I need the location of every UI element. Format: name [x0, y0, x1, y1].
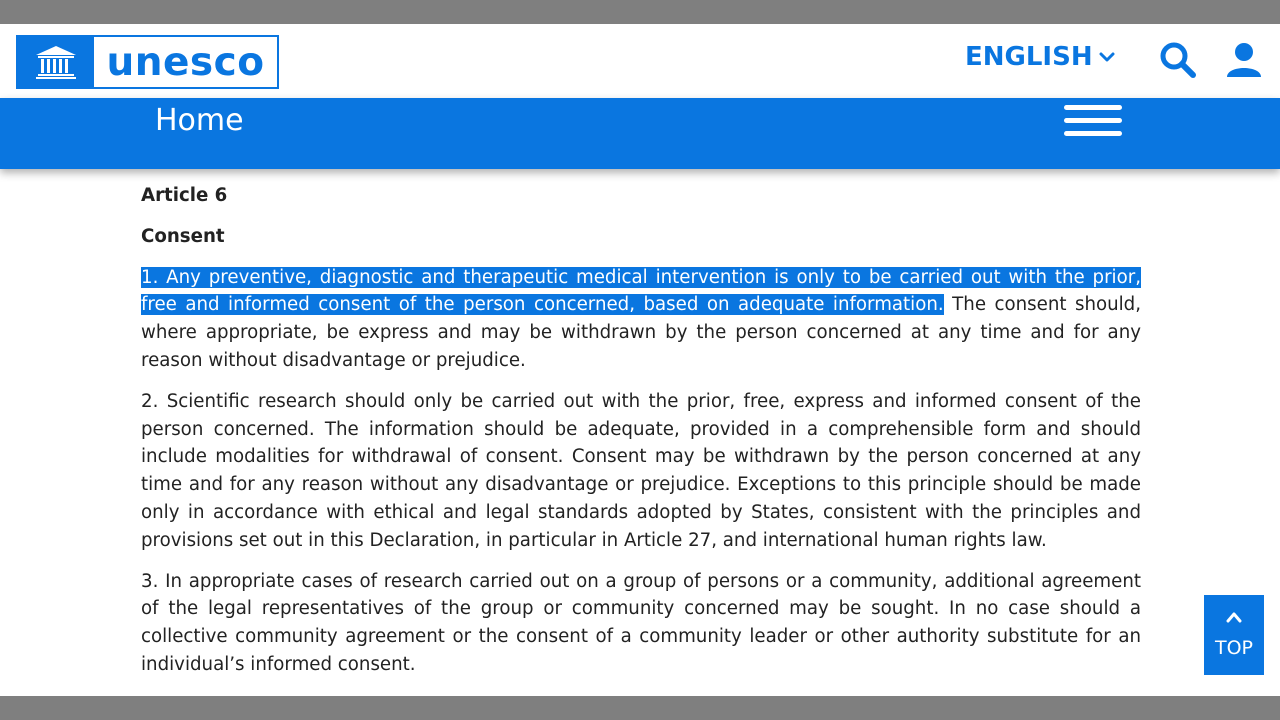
- hamburger-icon[interactable]: [1064, 105, 1122, 139]
- bottom-browser-strip: [0, 696, 1280, 720]
- language-selector[interactable]: [965, 39, 1115, 75]
- chevron-up-icon: [1226, 611, 1242, 623]
- top-browser-strip: [0, 0, 1280, 24]
- chevron-down-icon: [1099, 51, 1115, 63]
- back-to-top-button[interactable]: [1204, 595, 1264, 675]
- article-paragraph-2: 2. Scientific research should only be carried out with the prior, free, express and informed consent of the person concerned. The information should be adequate, provided in a comprehensible form and should include modalities for withdrawal of consent. Consent may be withdrawn by the person concerned at any time and for any reason without any disadvantage or prejudice. Exceptions to this principle should be made only in accordance with ethical and legal standards adopted by States, consistent with the principles and provisions set out in this Declaration, in particular in Article 27, and international human rights law.: [141, 390, 1141, 551]
- nav-home-link[interactable]: Home: [155, 103, 244, 138]
- language-label: ENGLISH: [965, 42, 1093, 72]
- search-button[interactable]: [1158, 40, 1198, 80]
- site-header: [0, 27, 1280, 98]
- back-to-top-label: TOP: [1214, 637, 1254, 659]
- search-icon: [1158, 40, 1198, 80]
- article-paragraph-3: 3. In appropriate cases of research carried out on a group of persons or a community, additional agreement of the legal representatives of the group or community concerned may be sought. In no case should a collective community agreement or the consent of a community leader or other authority substitute for an individual’s informed consent.: [141, 570, 1141, 675]
- article-paragraph-1: [141, 264, 1141, 375]
- unesco-temple-icon: [18, 37, 94, 87]
- main-navbar: [0, 98, 1280, 169]
- article-title: Consent: [141, 225, 225, 247]
- article-content: [141, 182, 1141, 692]
- user-icon: [1224, 41, 1264, 81]
- selected-text: 1. Any preventive, diagnostic and therapeutic medical intervention is only to be carried out with the prior, free and informed consent of the person concerned, based on adequate information.: [141, 266, 1141, 316]
- logo-wordmark: unesco: [106, 39, 265, 85]
- unesco-logo[interactable]: [16, 35, 279, 89]
- paragraph-text: The consent should, where appropriate, be express and may be withdrawn by the person concerned at any time and for any reason without disadvantage or prejudice.: [141, 294, 1142, 371]
- article-number: Article 6: [141, 185, 228, 206]
- user-account-button[interactable]: [1224, 41, 1264, 81]
